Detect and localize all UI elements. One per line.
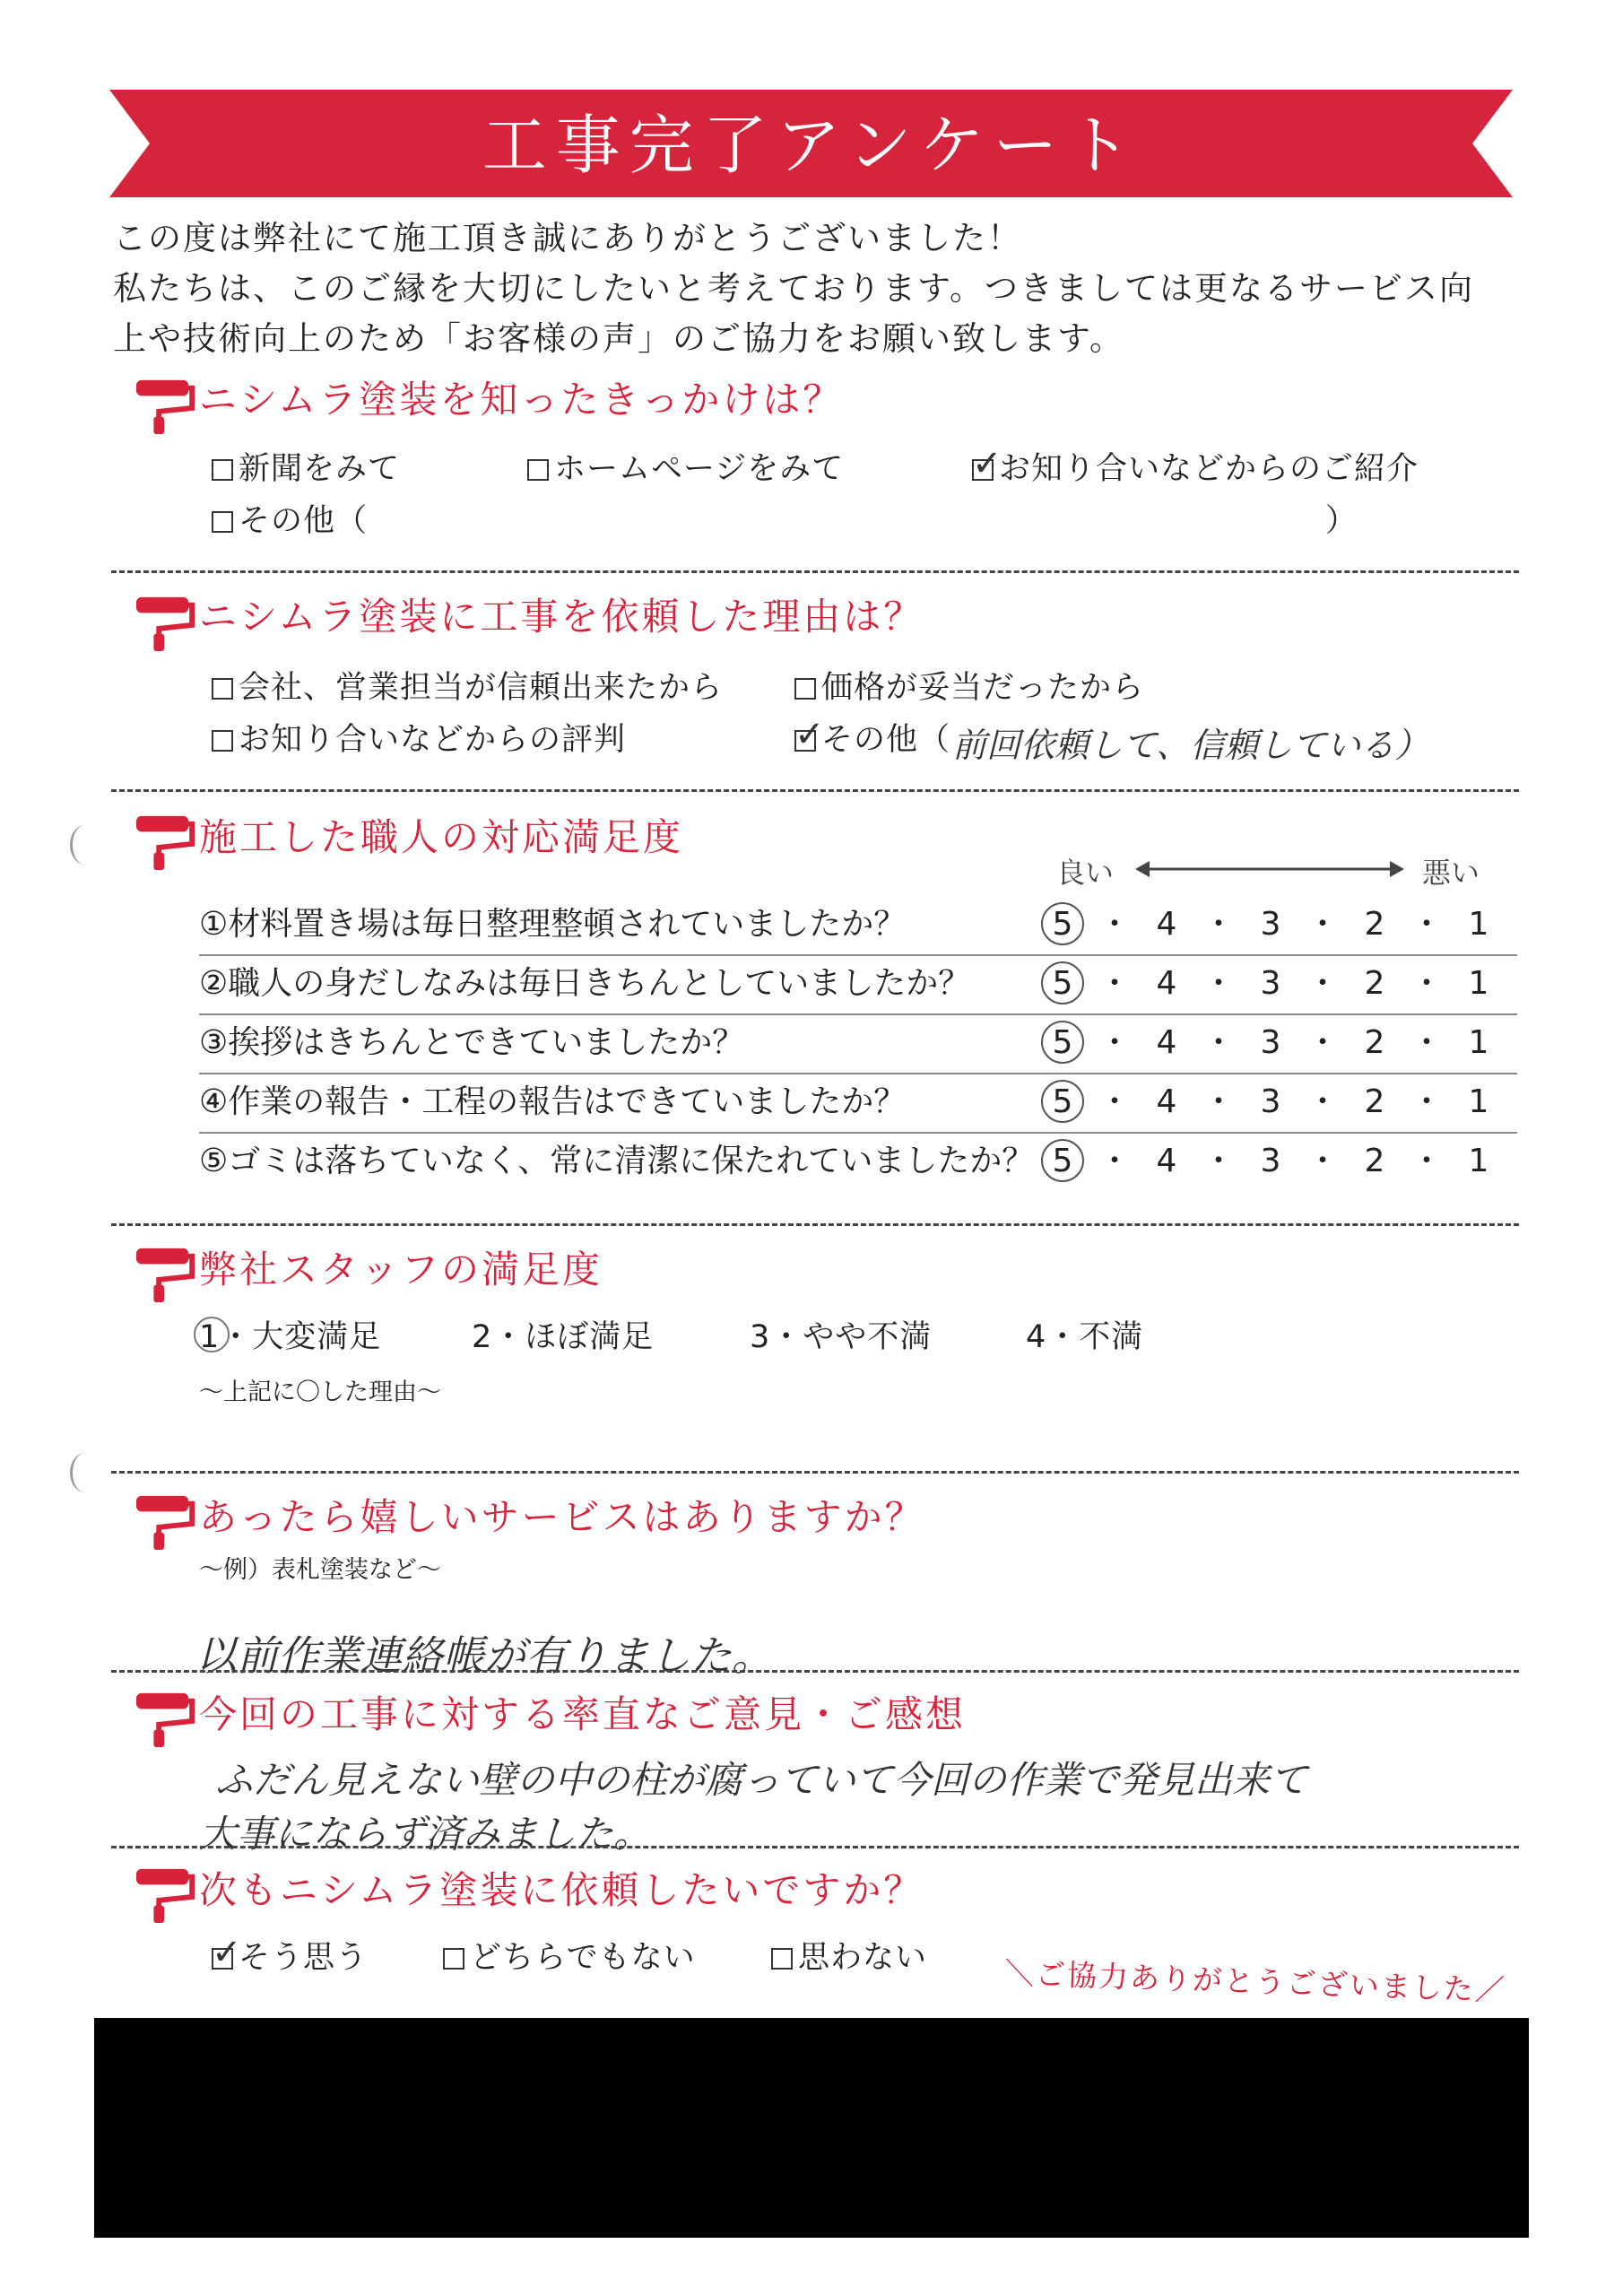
rating-value-1[interactable]: 1 [1468,965,1489,1002]
rating-value-3[interactable]: 3 [1260,1143,1281,1179]
rating-value-1[interactable]: 1 [1468,906,1489,943]
rating-value-1[interactable]: 1 [1468,1083,1489,1120]
handwritten-opinion-line: ふだん見えない壁の中の柱が腐っていて今回の作業で発見出来て [215,1758,1308,1802]
staff-option-3[interactable]: 3・やや不満 [750,1319,933,1355]
option-yes[interactable]: ✓ そう思う [212,1932,369,1976]
selected-rating-circle: 5 [1041,902,1084,945]
separator: ・ [1098,1024,1131,1061]
rating-value-4[interactable]: 4 [1156,965,1177,1002]
section-title-next: 次もニシムラ塗装に依頼したいですか？ [199,1868,924,1912]
scale-arrow-icon [1135,857,1404,881]
rating-value-3[interactable]: 3 [1260,906,1281,943]
scale-bad-label: 悪い [1422,856,1480,890]
separator: ・ [1410,1024,1443,1061]
rating-scale[interactable] [1033,1021,1508,1065]
rating-row [199,956,1517,1015]
checkbox-checked[interactable] [794,714,826,755]
rating-value-5[interactable] [1033,1080,1092,1125]
paint-roller-icon [135,594,195,653]
section-title-opinion: 今回の工事に対する率直なご意見・ご感想 [199,1692,967,1736]
question-text: ①材料置き場は毎日整理整頓されていましたか？ [199,906,907,943]
checkbox[interactable] [212,511,233,533]
rating-value-2[interactable]: 2 [1364,965,1385,1002]
section-title-staff: 弊社スタッフの満足度 [199,1248,603,1292]
question-text: ④作業の報告・工程の報告はできていましたか？ [199,1083,907,1120]
option-homepage[interactable]: ホームページをみて [527,447,844,491]
rating-value-2[interactable]: 2 [1364,906,1385,943]
rating-value-4[interactable]: 4 [1156,1143,1177,1179]
divider [111,1846,1519,1848]
rating-value-2[interactable]: 2 [1364,1143,1385,1179]
separator: ・ [1202,906,1235,943]
handwritten-other-reason: 前回依頼して、信頼している） [952,726,1429,765]
thanks-message: ＼ご協力ありがとうございました／ [1003,1955,1507,2008]
checkbox[interactable] [771,1948,793,1970]
rating-value-5[interactable] [1033,1139,1092,1184]
checkbox-checked[interactable] [212,1932,243,1973]
rating-value-1[interactable]: 1 [1468,1024,1489,1061]
section-title-service: あったら嬉しいサービスはありますか？ [199,1495,925,1539]
close-paren: ） [1325,503,1358,539]
question-text: ⑤ゴミは落ちていなく、常に清潔に保たれていましたか？ [199,1143,1035,1179]
rating-value-4[interactable]: 4 [1156,906,1177,943]
separator: ・ [1202,1083,1235,1120]
rating-scale[interactable] [1033,1080,1508,1125]
section-title-reason: ニシムラ塗装に工事を依頼した理由は？ [199,595,924,639]
page-title: 工事完了アンケート [482,108,1141,183]
rating-value-3[interactable]: 3 [1260,965,1281,1002]
rating-row [199,897,1517,956]
option-other[interactable]: その他（ [212,499,368,544]
binder-hole-icon [70,825,100,865]
option-reputation[interactable]: お知り合いなどからの評判 [212,718,626,762]
separator: ・ [1202,1024,1235,1061]
section-title-trigger: ニシムラ塗装を知ったきっかけは？ [199,378,844,422]
rating-row [199,1134,1517,1191]
separator: ・ [1410,1083,1443,1120]
rating-value-2[interactable]: 2 [1364,1083,1385,1120]
rating-value-3[interactable]: 3 [1260,1083,1281,1120]
intro-line: この度は弊社にて施工頂き誠にありがとうございました！ [113,219,1022,257]
staff-option-4[interactable]: 4・不満 [1026,1319,1144,1355]
checkbox[interactable] [794,678,816,700]
reason-label: ～上記に〇した理由～ [199,1378,441,1406]
checkbox[interactable] [212,459,233,481]
checkbox[interactable] [212,730,233,752]
section-title-craftsman: 施工した職人の対応満足度 [199,815,684,859]
rating-value-4[interactable]: 4 [1156,1024,1177,1061]
option-price[interactable]: 価格が妥当だったから [794,665,1144,710]
rating-value-5[interactable] [1033,961,1092,1006]
handwritten-opinion-line: 大事にならず済みました。 [199,1812,652,1856]
rating-value-1[interactable]: 1 [1468,1143,1489,1179]
paint-roller-icon [135,1866,195,1925]
rating-value-2[interactable]: 2 [1364,1024,1385,1061]
paint-roller-icon [135,1492,195,1552]
separator: ・ [1202,965,1235,1002]
paint-roller-icon [135,1245,195,1304]
intro-line: 私たちは、このご縁を大切にしたいと考えております。つきましては更なるサービス向 [113,269,1475,308]
separator: ・ [1098,1143,1131,1179]
question-text: ②職人の身だしなみは毎日きちんとしていましたか？ [199,965,971,1002]
option-other-reason[interactable]: ✓ その他（ [794,714,951,758]
rating-scale[interactable] [1033,961,1508,1006]
divider [111,1223,1519,1226]
paint-roller-icon [135,377,195,436]
rating-value-5[interactable] [1033,902,1092,947]
example-label: ～例）表札塗装など～ [199,1556,441,1584]
option-neutral[interactable]: どちらでもない [443,1935,696,1980]
selected-rating-circle: 5 [1041,1139,1084,1182]
option-trust[interactable]: 会社、営業担当が信頼出来たから [212,665,723,710]
option-newspaper[interactable]: 新聞をみて [212,447,400,491]
checkbox[interactable] [443,1948,464,1970]
checkbox[interactable] [527,459,549,481]
check-icon: ✓ [794,714,826,755]
rating-value-4[interactable]: 4 [1156,1083,1177,1120]
separator: ・ [1202,1143,1235,1179]
separator: ・ [1410,906,1443,943]
binder-hole-icon [70,1453,100,1492]
staff-option-1[interactable]: 1・大変満足 [199,1315,381,1360]
rating-scale[interactable] [1033,902,1508,947]
separator: ・ [1098,906,1131,943]
rating-value-5[interactable] [1033,1021,1092,1065]
separator: ・ [1306,1024,1339,1061]
intro-line: 上や技術向上のため「お客様の声」のご協力をお願い致します。 [113,319,1125,358]
separator: ・ [1306,1143,1339,1179]
rating-scale[interactable] [1033,1139,1508,1184]
divider [111,789,1519,792]
separator: ・ [1098,1083,1131,1120]
option-no[interactable]: 思わない [771,1935,927,1980]
divider [111,1471,1519,1474]
question-text: ③挨拶はきちんとできていましたか？ [199,1024,745,1061]
selected-circle [194,1317,230,1352]
separator: ・ [1306,906,1339,943]
paint-roller-icon [135,1690,195,1749]
checkbox[interactable] [212,678,233,700]
handwritten-service-answer: 以前作業連絡帳が有りました。 [195,1631,773,1680]
divider [111,570,1519,573]
divider [111,1670,1519,1673]
checkbox-checked[interactable] [972,443,1003,484]
selected-rating-circle: 5 [1041,1021,1084,1064]
rating-row [199,1074,1517,1134]
paint-roller-icon [135,813,195,872]
separator: ・ [1306,1083,1339,1120]
check-icon: ✓ [972,443,1003,484]
redacted-area [94,2018,1529,2238]
option-introduction[interactable]: ✓ お知り合いなどからのご紹介 [972,443,1419,487]
separator: ・ [1410,965,1443,1002]
selected-rating-circle: 5 [1041,1080,1084,1123]
rating-value-3[interactable]: 3 [1260,1024,1281,1061]
separator: ・ [1098,965,1131,1002]
scale-good-label: 良い [1056,856,1115,890]
staff-option-2[interactable]: 2・ほぼ満足 [472,1319,655,1355]
separator: ・ [1410,1143,1443,1179]
separator: ・ [1306,965,1339,1002]
intro-text [113,213,1530,364]
selected-rating-circle: 5 [1041,961,1084,1004]
rating-row [199,1015,1517,1074]
check-icon: ✓ [212,1932,243,1973]
